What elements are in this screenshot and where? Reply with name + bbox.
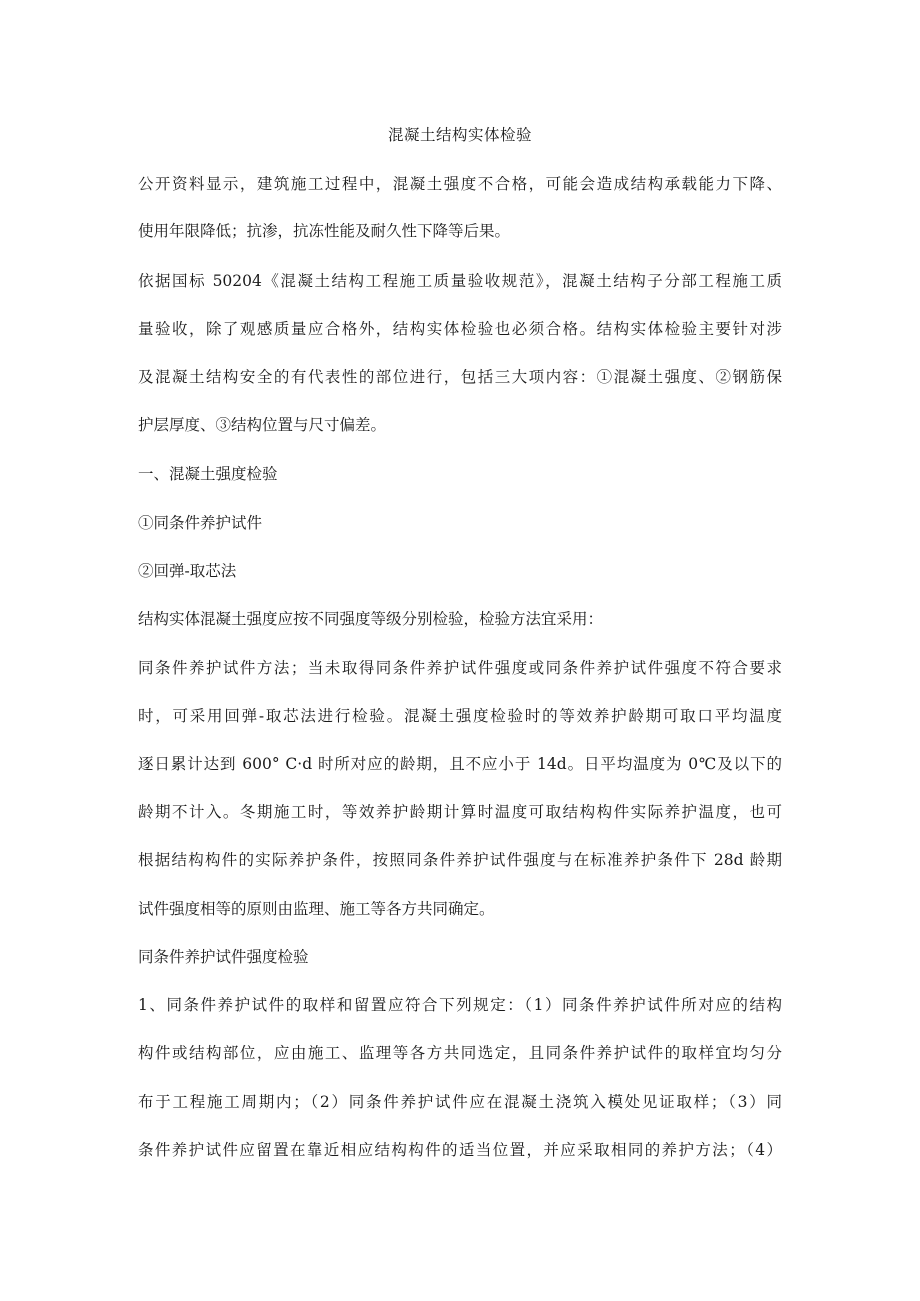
text-line: 使用年限降低；抗渗，抗冻性能及耐久性下降等后果。 <box>138 222 511 240</box>
text-line: 结构实体混凝土强度应按不同强度等级分别检验，检验方法宜采用： <box>138 610 604 628</box>
section-heading: 一、混凝土强度检验 <box>138 465 278 483</box>
document-title: 混凝土结构实体检验 <box>387 126 532 144</box>
section-heading: 同条件养护试件强度检验 <box>138 948 309 966</box>
text-line: 同条件养护试件方法；当未取得同条件养护试件强度或同条件养护试件强度不符合要求 <box>138 659 782 677</box>
list-item: ①同条件养护试件 <box>138 514 263 532</box>
text-line: 试件强度相等的原则由监理、施工等各方共同确定。 <box>138 900 495 918</box>
list-item: ②回弹-取芯法 <box>138 562 237 580</box>
text-line: 构件或结构部位，应由施工、监理等各方共同选定，且同条件养护试件的取样宜均匀分 <box>138 1044 782 1062</box>
text-line: 布于工程施工周期内；（2）同条件养护试件应在混凝土浇筑入模处见证取样；（3）同 <box>138 1093 782 1111</box>
text-line: 条件养护试件应留置在靠近相应结构构件的适当位置，并应采取相同的养护方法；（4） <box>138 1141 782 1159</box>
text-line: 逐日累计达到 600° C·d 时所对应的龄期，且不应小于 14d。日平均温度为 0℃及以下的 <box>138 755 782 773</box>
text-line: 及混凝土结构安全的有代表性的部位进行，包括三大项内容：①混凝土强度、②钢筋保 <box>138 368 782 386</box>
text-line: 1、同条件养护试件的取样和留置应符合下列规定：（1）同条件养护试件所对应的结构 <box>138 996 782 1014</box>
text-line: 公开资料显示，建筑施工过程中，混凝土强度不合格，可能会造成结构承载能力下降、 <box>138 175 782 193</box>
text-line: 依据国标 50204《混凝土结构工程施工质量验收规范》，混凝土结构子分部工程施工质 <box>138 272 782 290</box>
text-line: 护层厚度、③结构位置与尺寸偏差。 <box>138 416 387 434</box>
text-line: 根据结构构件的实际养护条件，按照同条件养护试件强度与在标准养护条件下 28d 龄期 <box>138 851 782 869</box>
text-line: 时，可采用回弹-取芯法进行检验。混凝土强度检验时的等效养护龄期可取口平均温度 <box>138 707 782 725</box>
text-line: 龄期不计入。冬期施工时，等效养护龄期计算时温度可取结构构件实际养护温度，也可 <box>138 803 782 821</box>
text-line: 量验收，除了观感质量应合格外，结构实体检验也必须合格。结构实体检验主要针对涉 <box>138 320 782 338</box>
